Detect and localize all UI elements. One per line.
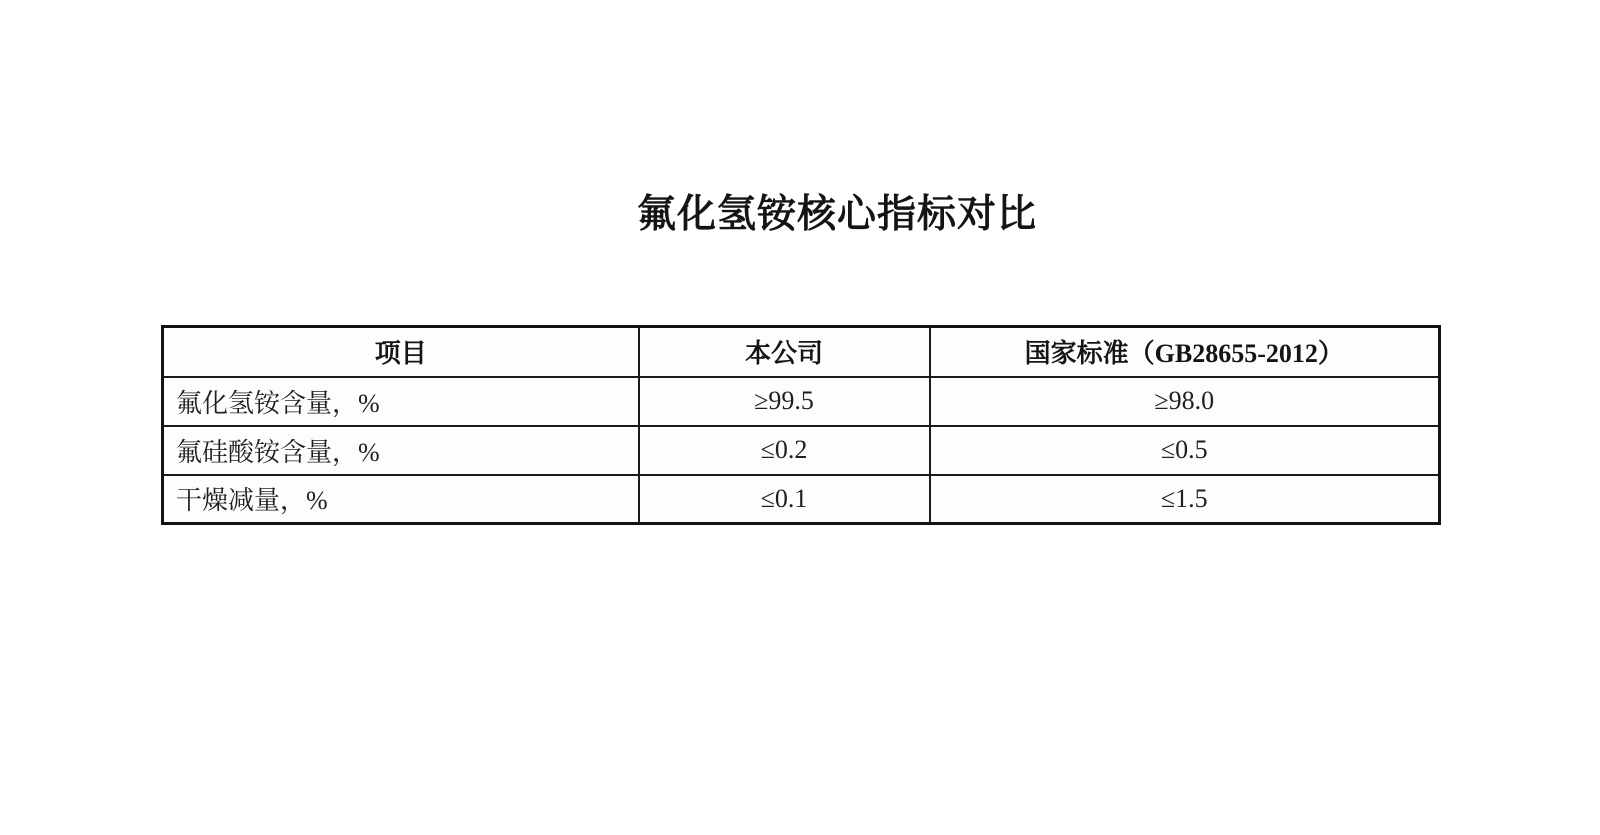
header-company-column: 本公司 — [639, 327, 930, 377]
cell-item-bifluoride-content: 氟化氢铵含量，% — [163, 377, 639, 426]
header-item-column: 项目 — [163, 327, 639, 377]
cell-standard-drying-loss: ≤1.5 — [930, 475, 1440, 524]
cell-company-drying-loss: ≤0.1 — [639, 475, 930, 524]
table-row — [163, 475, 1440, 524]
cell-standard-fluorosilicate-content: ≤0.5 — [930, 426, 1440, 475]
cell-company-bifluoride-content: ≥99.5 — [639, 377, 930, 426]
header-national-standard-column: 国家标准（GB28655-2012） — [930, 327, 1440, 377]
table-header-row — [163, 327, 1440, 377]
comparison-table — [161, 325, 1441, 525]
document-title: 氟化氢铵核心指标对比 — [636, 193, 1037, 236]
cell-item-fluorosilicate-content: 氟硅酸铵含量，% — [163, 426, 639, 475]
table-row — [163, 377, 1440, 426]
cell-standard-bifluoride-content: ≥98.0 — [930, 377, 1440, 426]
table-row — [163, 426, 1440, 475]
cell-item-drying-loss: 干燥减量，% — [163, 475, 639, 524]
cell-company-fluorosilicate-content: ≤0.2 — [639, 426, 930, 475]
